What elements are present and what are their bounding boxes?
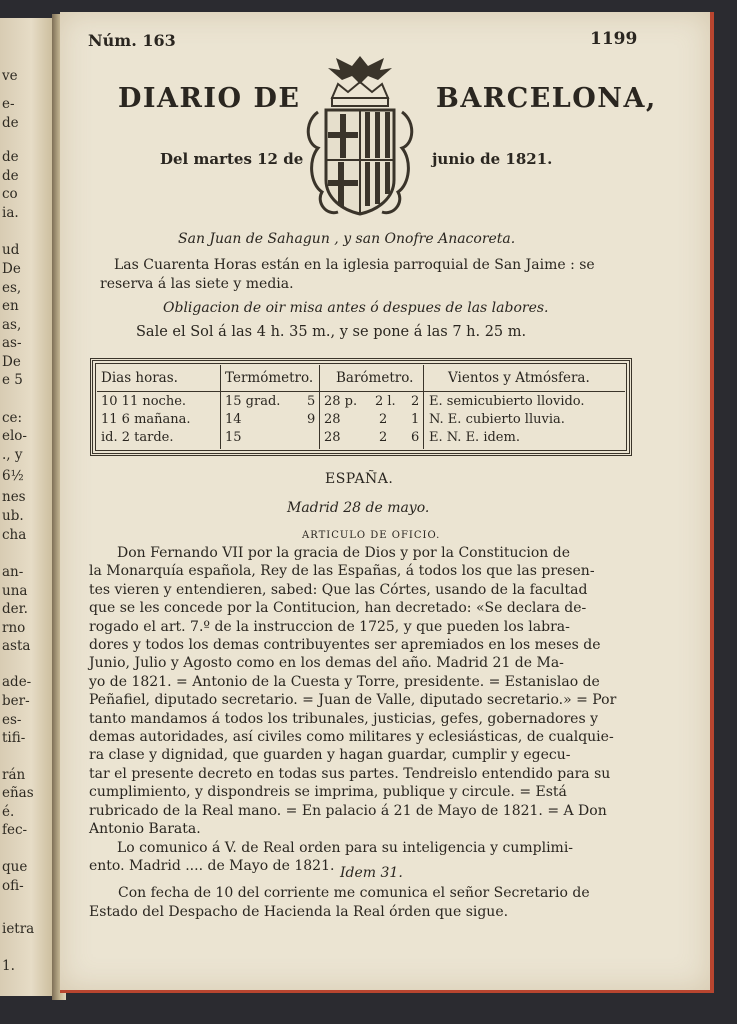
weather-header-barometer: Barómetro.	[336, 370, 414, 386]
article-line: tanto mandamos á todos los tribunales, justicias, gefes, gobernadores y	[89, 710, 598, 727]
masthead-title-right: BARCELONA,	[436, 83, 657, 114]
cuarenta-horas-line-2: reserva á las siete y media.	[100, 276, 294, 292]
left-fragment: é.	[2, 804, 15, 820]
masthead-title-left: DIARIO DE	[118, 83, 301, 114]
left-fragment: una	[2, 583, 28, 599]
left-fragment: an-	[2, 564, 24, 580]
weather-cell: 1	[411, 412, 420, 427]
weather-cell: 2 l.	[375, 394, 396, 409]
article-line: Junio, Julio y Agosto como en los demas del año. Madrid 21 de Ma-	[89, 655, 564, 672]
weather-header-winds: Vientos y Atmósfera.	[448, 370, 590, 386]
article-line: tes vieren y entendieren, sabed: Que las Córtes, usando de la facultad	[89, 581, 588, 598]
weather-cell: N. E. cubierto lluvia.	[429, 412, 565, 427]
left-fragment: ade-	[2, 674, 32, 690]
coat-of-arms-icon	[298, 52, 422, 222]
article-line: Antonio Barata.	[89, 821, 201, 838]
left-fragment: De	[2, 261, 21, 277]
weather-header-thermometer: Termómetro.	[225, 370, 314, 386]
article-line: Don Fernando VII por la gracia de Dios y por la Constitucion de	[117, 545, 570, 561]
weather-cell: 28 p.	[324, 394, 358, 409]
article-line: ra clase y dignidad, que guarden y hagan guardar, cumplir y egecu-	[89, 747, 571, 764]
left-fragment: der.	[2, 601, 28, 617]
left-fragment: ia.	[2, 205, 19, 221]
left-fragment: ., y	[2, 447, 23, 463]
weather-cell: 6	[411, 430, 420, 445]
left-fragment: 6½	[2, 468, 24, 484]
weather-cell: 14	[225, 412, 242, 427]
left-fragment: ce:	[2, 410, 23, 426]
mass-obligation-note: Obligacion de oir misa antes ó despues de las labores.	[163, 300, 549, 316]
issue-number: Núm. 163	[88, 31, 176, 50]
idem-dateline: Idem 31.	[340, 865, 403, 881]
article-line: que se les concede por la Contitucion, han decretado: «Se declara de-	[89, 600, 587, 617]
date-line-left: Del martes 12 de	[160, 150, 304, 168]
weather-cell: 2	[379, 412, 388, 427]
article-line: tar el presente decreto en todas sus partes. Tendreislo entendido para su	[89, 765, 611, 782]
left-fragment: que	[2, 859, 28, 875]
left-fragment: fec-	[2, 822, 28, 838]
weather-cell: 11 6 mañana.	[101, 412, 191, 427]
left-fragment: es,	[2, 280, 22, 296]
weather-cell: 10 11 noche.	[101, 394, 187, 409]
weather-cell: 28	[324, 412, 341, 427]
weather-cell: 2	[379, 430, 388, 445]
weather-cell: 15	[225, 430, 242, 445]
article-line: Lo comunico á V. de Real orden para su inteligencia y cumplimi-	[117, 839, 574, 856]
left-fragment: 1.	[2, 958, 15, 974]
left-fragment: ve	[2, 68, 18, 84]
left-fragment: co	[2, 186, 18, 202]
page-number: 1199	[590, 29, 638, 49]
article-subhead: ARTICULO DE OFICIO.	[302, 530, 441, 541]
left-fragment: eñas	[2, 785, 34, 801]
closing-line-1: Con fecha de 10 del corriente me comunica el señor Secretario de	[118, 885, 590, 901]
left-fragment: ud	[2, 242, 20, 258]
article-line: dores y todos los demas contribuyentes ser apremiados en los meses de	[89, 637, 601, 654]
article-body	[89, 544, 637, 875]
left-fragment: as,	[2, 317, 22, 333]
weather-cell: 28	[324, 430, 341, 445]
left-fragment: De	[2, 354, 21, 370]
left-fragment: cha	[2, 527, 27, 543]
left-fragment: ietra	[2, 921, 35, 937]
sunrise-sunset: Sale el Sol á las 4 h. 35 m., y se pone á las 7 h. 25 m.	[136, 324, 527, 340]
article-line: yo de 1821. = Antonio de la Cuesta y Torre, presidente. = Estanislao de	[89, 673, 600, 690]
left-fragment: rno	[2, 620, 26, 636]
article-line: cumplimiento, y dispondreis se imprima, publique y circule. = Está	[89, 784, 567, 801]
article-line: rubricado de la Real mano. = En palacio á 21 de Mayo de 1821. = A Don	[89, 802, 607, 819]
article-line: ento. Madrid .... de Mayo de 1821.	[89, 857, 335, 874]
left-fragment: de	[2, 149, 19, 165]
left-fragment: nes	[2, 489, 26, 505]
article-line: Peñafiel, diputado secretario. = Juan de Valle, diputado secretario.» = Por	[89, 692, 617, 709]
weather-cell: 2	[411, 394, 420, 409]
left-page-fragment	[0, 18, 54, 996]
left-fragment: de	[2, 115, 19, 131]
weather-cell: 9	[307, 412, 316, 427]
left-fragment: as-	[2, 335, 22, 351]
left-fragment: e 5	[2, 372, 23, 388]
article-dateline: Madrid 28 de mayo.	[287, 500, 430, 516]
left-fragment: e-	[2, 96, 15, 112]
left-fragment: de	[2, 168, 19, 184]
left-fragment: ofi-	[2, 878, 24, 894]
article-line: la Monarquía española, Rey de las Españas, á todos los que las presen-	[89, 563, 595, 580]
left-fragment: ub.	[2, 508, 24, 524]
date-line-right: junio de 1821.	[432, 150, 553, 168]
left-fragment: rán	[2, 767, 26, 783]
left-fragment: tifi-	[2, 730, 26, 746]
weather-cell: E. N. E. idem.	[429, 430, 520, 445]
section-heading: ESPAÑA.	[325, 471, 394, 487]
left-fragment: es-	[2, 712, 22, 728]
weather-cell: 15 grad.	[225, 394, 281, 409]
left-fragment: ber-	[2, 693, 30, 709]
left-fragment: en	[2, 298, 19, 314]
weather-cell: 5	[307, 394, 316, 409]
weather-cell: E. semicubierto llovido.	[429, 394, 585, 409]
weather-table	[90, 358, 632, 456]
closing-line-2: Estado del Despacho de Hacienda la Real órden que sigue.	[89, 904, 509, 920]
weather-header-hours: Dias horas.	[101, 370, 178, 386]
article-line: demas autoridades, así civiles como militares y eclesiásticas, de cualquie-	[89, 729, 614, 746]
left-fragment: asta	[2, 638, 31, 654]
cuarenta-horas-line-1: Las Cuarenta Horas están en la iglesia parroquial de San Jaime : se	[114, 257, 595, 273]
saints-of-the-day: San Juan de Sahagun , y san Onofre Anacoreta.	[178, 231, 516, 247]
article-line: rogado el art. 7.º de la instruccion de 1725, y que pueden los labra-	[89, 618, 570, 635]
left-fragment: elo-	[2, 428, 27, 444]
weather-cell: id. 2 tarde.	[101, 430, 174, 445]
